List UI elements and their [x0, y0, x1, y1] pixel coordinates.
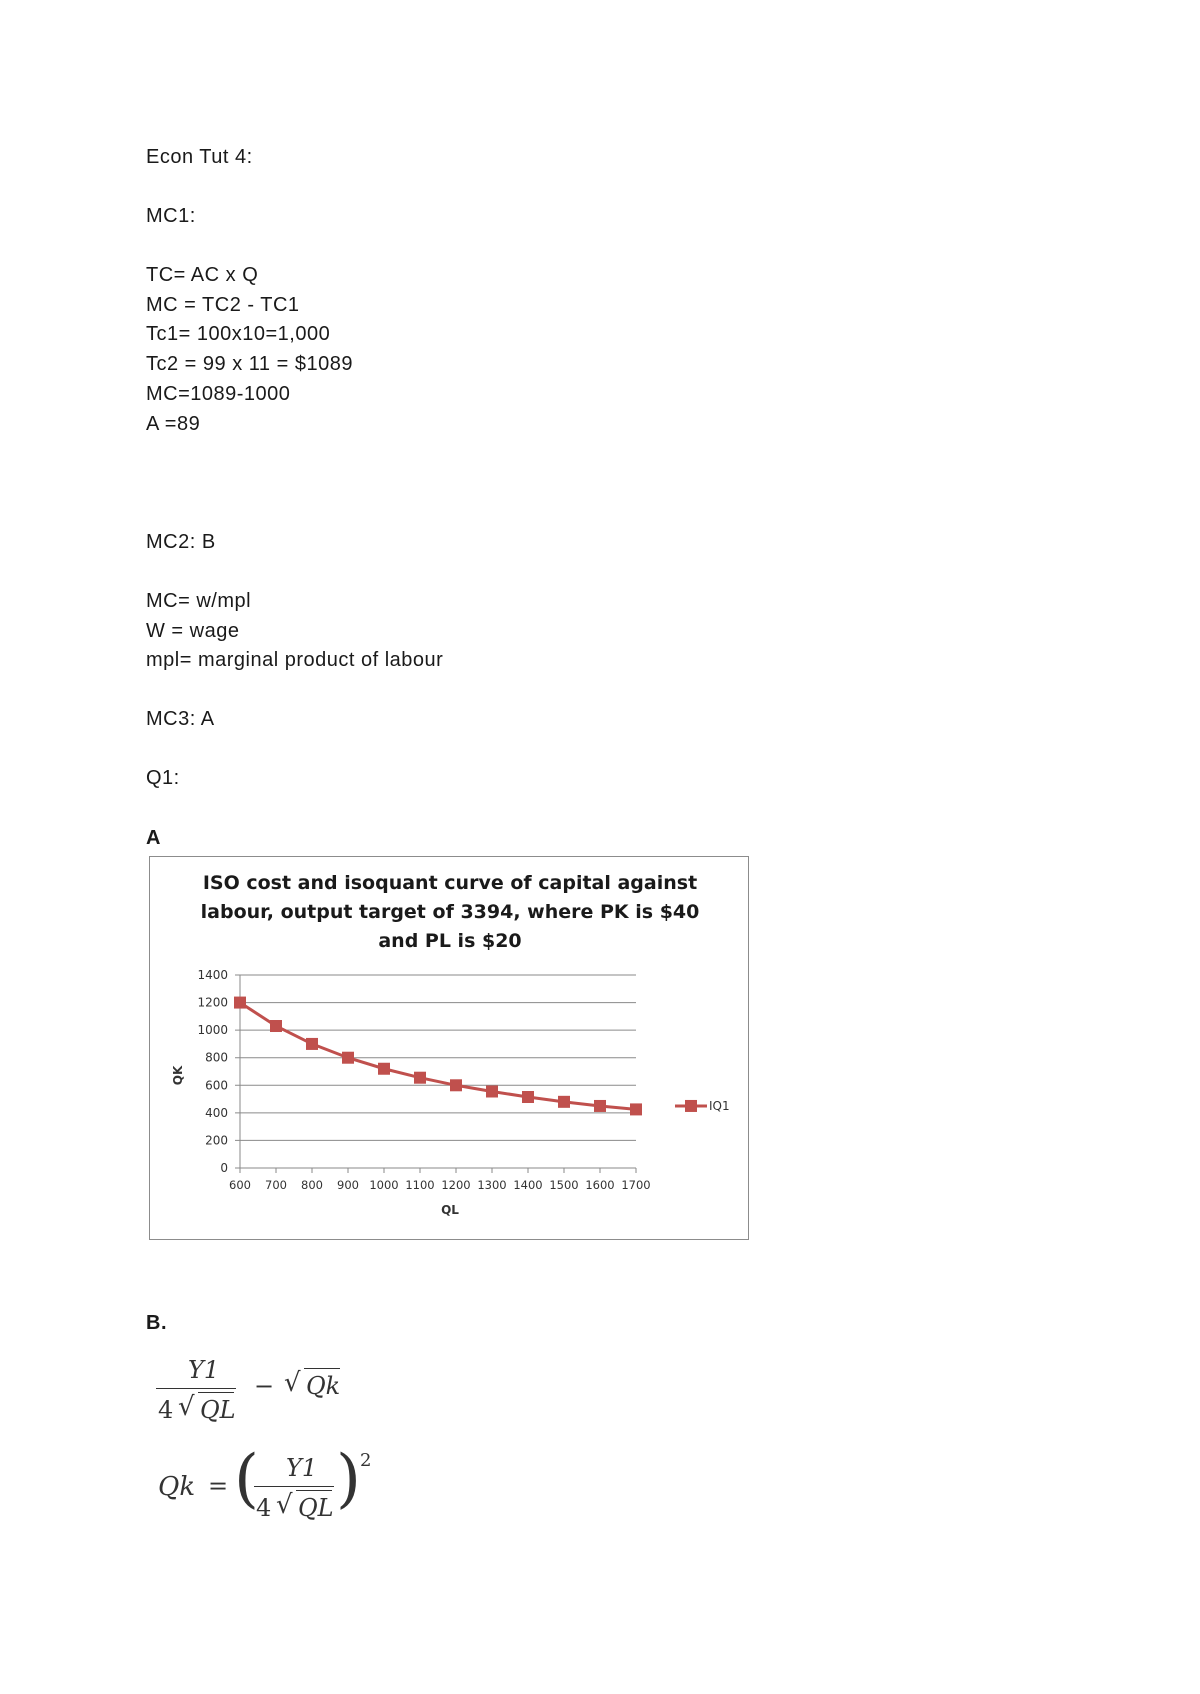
mc2-heading: MC2: B	[146, 531, 216, 553]
eq2-left-paren-icon: (	[234, 1442, 259, 1516]
eq2-numerator: Y1	[286, 1454, 318, 1482]
data-point	[594, 1100, 606, 1112]
y-tick-label: 800	[205, 1050, 228, 1065]
y-axis-label: QK	[171, 1065, 185, 1086]
eq2-right-paren-icon: )	[336, 1442, 361, 1516]
x-axis-label: QL	[441, 1203, 459, 1217]
x-tick-label: 1500	[549, 1178, 579, 1192]
chart-title-line-3: and PL is $20	[378, 930, 522, 952]
eq1-coefficient: 4	[158, 1396, 174, 1424]
x-tick-label: 800	[301, 1178, 323, 1192]
data-point	[558, 1096, 570, 1108]
eq2-exponent: 2	[360, 1450, 372, 1471]
series-line-iq1	[240, 1003, 636, 1110]
x-tick-label: 1000	[369, 1178, 399, 1192]
data-point	[378, 1063, 390, 1075]
chart-title-line-1: ISO cost and isoquant curve of capital against	[202, 872, 698, 894]
data-point	[234, 997, 246, 1009]
x-tick-label: 600	[229, 1178, 251, 1192]
y-tick-label: 1200	[197, 995, 228, 1010]
data-point	[414, 1072, 426, 1084]
mc-wmpl-formula: MC= w/mpl	[146, 590, 252, 612]
y-tick-label: 1400	[197, 968, 228, 982]
mc3-heading: MC3: A	[146, 708, 215, 730]
eq2-equals: =	[208, 1472, 229, 1500]
legend-marker	[685, 1100, 697, 1112]
eq2-root-content: QL	[298, 1494, 334, 1522]
q1-heading: Q1:	[146, 767, 180, 789]
x-tick-label: 1300	[477, 1178, 507, 1192]
eq2-coefficient: 4	[256, 1494, 272, 1522]
eq2-lhs: Qk	[158, 1472, 196, 1502]
eq1-fraction-bar	[156, 1388, 236, 1389]
eq1-rhs-root-content: Qk	[306, 1372, 341, 1400]
x-tick-label: 1200	[441, 1178, 471, 1192]
chart-plot	[150, 857, 750, 1241]
y-tick-label: 0	[220, 1161, 228, 1175]
doc-title: Econ Tut 4:	[146, 146, 253, 168]
x-tick-label: 1400	[513, 1178, 543, 1192]
equation-1	[146, 1352, 376, 1432]
eq1-root-bar	[198, 1392, 234, 1393]
x-tick-label: 1600	[585, 1178, 615, 1192]
y-tick-label: 200	[205, 1133, 228, 1148]
x-tick-label: 900	[337, 1178, 359, 1192]
data-point	[306, 1038, 318, 1050]
data-point	[486, 1085, 498, 1097]
eq1-rhs-root-icon: √	[284, 1368, 301, 1398]
y-tick-label: 400	[205, 1105, 228, 1120]
mc1-heading: MC1:	[146, 205, 196, 227]
legend-label: IQ1	[709, 1098, 730, 1113]
x-tick-label: 700	[265, 1178, 287, 1192]
eq1-root-icon: √	[178, 1392, 195, 1422]
eq1-rhs-root-bar	[304, 1368, 340, 1369]
tc1-calc: Tc1= 100x10=1,000	[146, 323, 331, 345]
part-a-label: A	[146, 827, 161, 849]
isoquant-chart	[149, 856, 749, 1240]
eq2-fraction-bar	[254, 1486, 334, 1487]
tc2-calc: Tc2 = 99 x 11 = $1089	[146, 353, 353, 375]
data-point	[522, 1091, 534, 1103]
mpl-definition: mpl= marginal product of labour	[146, 649, 444, 671]
x-tick-label: 1100	[405, 1178, 435, 1192]
eq1-root-content: QL	[200, 1396, 236, 1424]
equation-2	[146, 1442, 396, 1538]
part-b-label: B.	[146, 1312, 167, 1334]
eq1-operator: −	[254, 1372, 275, 1400]
chart-title-line-2: labour, output target of 3394, where PK is $40	[200, 901, 700, 923]
y-tick-label: 1000	[197, 1023, 228, 1038]
y-tick-label: 600	[205, 1078, 228, 1093]
wage-definition: W = wage	[146, 620, 240, 642]
eq1-numerator: Y1	[188, 1356, 220, 1384]
mc-formula: MC = TC2 - TC1	[146, 294, 300, 316]
mc-calc: MC=1089-1000	[146, 383, 291, 405]
eq2-root-bar	[296, 1490, 332, 1491]
x-tick-label: 1700	[621, 1178, 651, 1192]
tc-formula: TC= AC x Q	[146, 264, 259, 286]
mc1-answer: A =89	[146, 413, 201, 435]
data-point	[630, 1103, 642, 1115]
data-point	[342, 1052, 354, 1064]
data-point	[270, 1020, 282, 1032]
eq2-root-icon: √	[276, 1490, 293, 1520]
data-point	[450, 1079, 462, 1091]
